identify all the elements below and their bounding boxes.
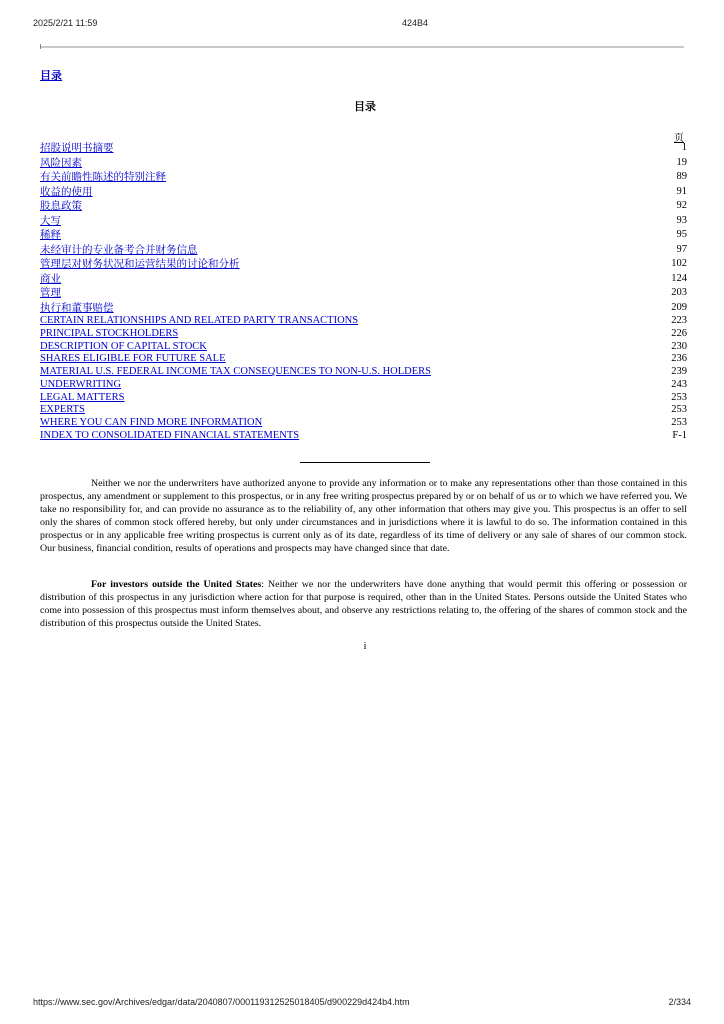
toc-entry-page: 124 — [671, 272, 687, 284]
toc-entry-link[interactable]: 商业 — [40, 272, 61, 285]
toc-entry-page: 253 — [671, 404, 687, 416]
toc-entry-page: 209 — [671, 301, 687, 313]
foreign-investors-body: : Neither we nor the underwriters have done anything that would permit this offering or possession or distribution of this prospectus in any jurisdiction where action for that purpose is required, other than in the United States. Persons outside the United States who come into possession of this prospectus must inform themselves about, and observe any restrictions relating to, the offering of the shares of common stock and the distribution of this prospectus outside the United States. — [40, 579, 687, 629]
toc-entry — [40, 228, 687, 243]
toc-entry — [40, 301, 687, 316]
toc-title: 目录 — [354, 100, 376, 113]
toc-list — [40, 141, 687, 443]
toc-entry-page: 92 — [676, 200, 687, 211]
disclaimer-paragraph: Neither we nor the underwriters have authorized anyone to provide any information or to make any representations other than those contained in this prospectus, any amendment or supplement to this prospectus, or in any free writing prospectus prepared by or on behalf of us or to which we have referred you. We take no responsibility for, and can provide no assurance as to the reliability of, any other information that others may give you. This prospectus is an offer to sell only the shares of common stock offered hereby, but only under circumstances and in jurisdictions where it is lawful to do so. The information contained in this prospectus or in any applicable free writing prospectus is current only as of its date, regardless of its time of delivery or any sale of shares of our common stock. Our business, financial condition, results of operations and prospects may have changed since that date. — [40, 478, 687, 554]
toc-entry-link[interactable]: 未经审计的专业备考合并财务信息 — [40, 243, 198, 256]
toc-entry-page: 203 — [671, 287, 687, 298]
toc-entry — [40, 214, 687, 229]
toc-entry-link[interactable]: 稀释 — [40, 229, 61, 241]
foreign-investors-paragraph — [40, 578, 687, 630]
toc-entry-link[interactable]: 收益的使用 — [40, 185, 93, 198]
toc-entry-page: F-1 — [672, 429, 687, 441]
toc-entry-page: 230 — [671, 340, 687, 352]
toc-entry — [40, 156, 687, 171]
print-datetime: 2025/2/21 11:59 — [33, 18, 98, 28]
top-divider-tick — [40, 44, 41, 49]
page-number: i — [363, 641, 367, 652]
toc-entry — [40, 243, 687, 258]
toc-entry-link[interactable]: SHARES ELIGIBLE FOR FUTURE SALE — [40, 353, 226, 365]
toc-entry-page: 19 — [676, 156, 687, 168]
toc-entry-link[interactable]: 执行和董事赔偿 — [40, 301, 114, 314]
page-column-header: 页 — [674, 133, 684, 144]
toc-entry-page: 95 — [676, 229, 687, 240]
toc-entry-link[interactable]: UNDERWRITING — [40, 378, 122, 390]
print-doc-title: 424B4 — [402, 18, 429, 28]
toc-entry — [40, 315, 687, 328]
toc-entry — [40, 379, 687, 392]
toc-entry-page: 236 — [671, 353, 687, 365]
foreign-investors-lead: For investors outside the United States — [91, 579, 262, 590]
toc-entry — [40, 366, 687, 379]
toc-entry — [40, 141, 687, 156]
toc-entry — [40, 328, 687, 341]
toc-entry-link[interactable]: 风险因素 — [40, 156, 82, 169]
toc-entry — [40, 170, 687, 185]
top-divider — [40, 46, 684, 48]
print-url: https://www.sec.gov/Archives/edgar/data/2040807/000119312525018405/d900229d424b4.htm — [33, 997, 410, 1007]
toc-entry-page: 89 — [676, 171, 687, 182]
toc-entry-link[interactable]: 大写 — [40, 214, 61, 227]
toc-entry-link[interactable]: MATERIAL U.S. FEDERAL INCOME TAX CONSEQUENCES TO NON-U.S. HOLDERS — [40, 366, 431, 377]
toc-entry-page: 239 — [671, 366, 687, 377]
toc-entry-link[interactable]: 招股说明书摘要 — [40, 142, 114, 154]
table-of-contents-link[interactable]: 目录 — [40, 69, 62, 82]
toc-entry-page: 91 — [676, 185, 687, 197]
toc-entry — [40, 185, 687, 200]
toc-entry-link[interactable]: EXPERTS — [40, 404, 85, 416]
toc-entry — [40, 286, 687, 301]
toc-entry-link[interactable]: 管理层对财务状况和运营结果的讨论和分析 — [40, 258, 240, 270]
toc-entry-page: 102 — [671, 258, 687, 269]
toc-entry-page: 223 — [671, 315, 687, 326]
toc-entry-page: 243 — [671, 378, 687, 390]
toc-entry-link[interactable]: 有关前瞻性陈述的特别注释 — [40, 171, 166, 183]
toc-entry-page: 97 — [676, 243, 687, 255]
toc-entry — [40, 392, 687, 405]
toc-entry-page: 253 — [671, 417, 687, 428]
toc-entry-link[interactable]: CERTAIN RELATIONSHIPS AND RELATED PARTY TRANSACTIONS — [40, 315, 359, 326]
toc-entry-link[interactable]: DESCRIPTION OF CAPITAL STOCK — [40, 340, 207, 352]
toc-entry-page: 93 — [676, 214, 687, 226]
toc-entry-link[interactable]: 股息政策 — [40, 200, 82, 212]
toc-entry-page: 226 — [671, 327, 687, 339]
toc-entry — [40, 404, 687, 417]
toc-entry — [40, 272, 687, 287]
toc-entry-link[interactable]: LEGAL MATTERS — [40, 391, 125, 403]
toc-entry — [40, 353, 687, 366]
toc-entry — [40, 199, 687, 214]
toc-entry-link[interactable]: INDEX TO CONSOLIDATED FINANCIAL STATEMENTS — [40, 429, 300, 441]
toc-entry — [40, 417, 687, 430]
toc-entry-link[interactable]: WHERE YOU CAN FIND MORE INFORMATION — [40, 417, 263, 428]
toc-entry-page: 253 — [671, 391, 687, 403]
toc-entry — [40, 341, 687, 354]
toc-entry — [40, 430, 687, 443]
print-page-count: 2/334 — [668, 997, 691, 1007]
toc-entry-page: 1 — [681, 142, 687, 153]
toc-entry-link[interactable]: PRINCIPAL STOCKHOLDERS — [40, 327, 179, 339]
toc-entry-link[interactable]: 管理 — [40, 287, 61, 299]
toc-entry — [40, 257, 687, 272]
section-divider — [300, 462, 430, 463]
